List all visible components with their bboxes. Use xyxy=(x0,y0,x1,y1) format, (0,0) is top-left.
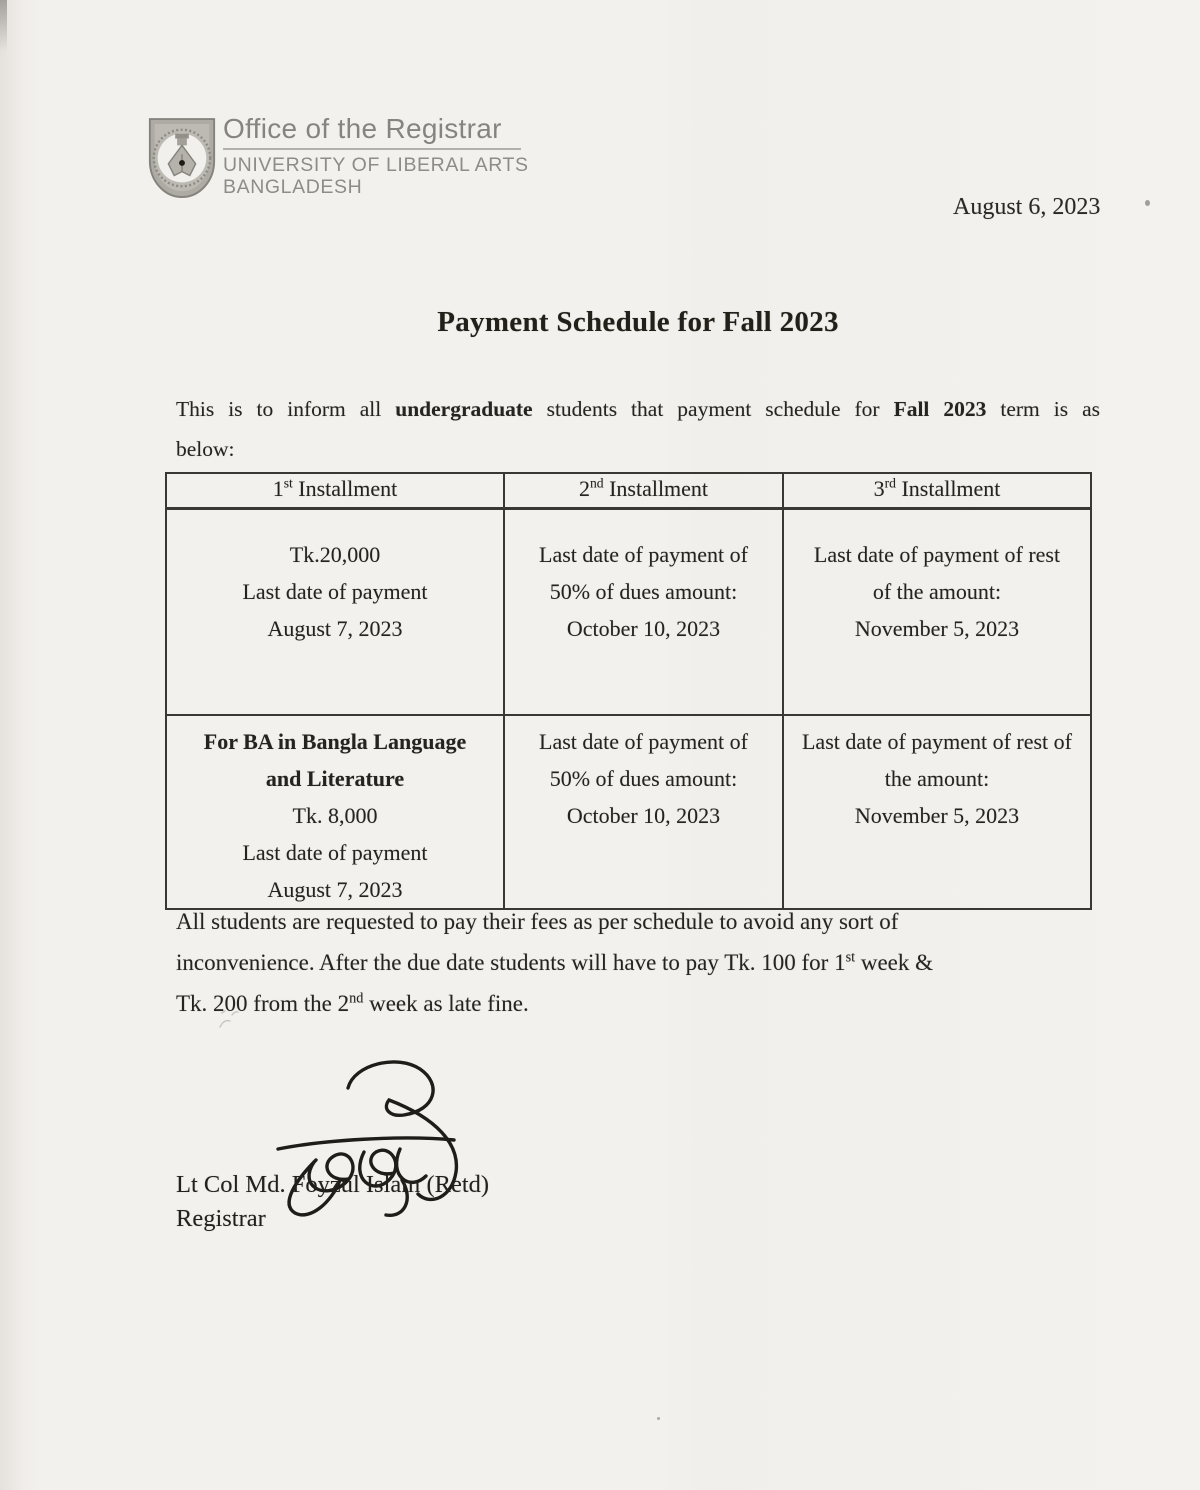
cell-installment1-bangla xyxy=(166,715,504,909)
closing-line3: Tk. 200 from the 2nd week as late fine. xyxy=(176,990,529,1016)
table-cell-line: November 5, 2023 xyxy=(854,803,1020,828)
table-row xyxy=(166,509,1091,716)
table-cell-line: August 7, 2023 xyxy=(267,616,403,641)
letterhead-office-name: Office of the Registrar xyxy=(223,113,502,144)
letterhead-university-line1: UNIVERSITY OF LIBERAL ARTS xyxy=(223,154,529,176)
table-cell-line: Last date of payment xyxy=(242,840,428,865)
intro-paragraph xyxy=(176,389,1100,469)
table-cell-line: Last date of payment of xyxy=(539,542,748,567)
table-header-row xyxy=(166,473,1091,509)
table-cell-line: Tk.20,000 xyxy=(289,542,381,567)
table-cell-line: Last date of payment of rest xyxy=(813,542,1061,567)
table-cell-line: October 10, 2023 xyxy=(566,803,721,828)
table-cell-line: Tk. 8,000 xyxy=(292,803,378,828)
signatory-name: Lt Col Md. Foyzul Islam (Retd) xyxy=(176,1171,490,1198)
table-cell-line: Last date of payment of xyxy=(539,729,748,754)
scan-speck xyxy=(1145,200,1150,206)
document-date: August 6, 2023 xyxy=(953,194,1101,220)
table-cell-line: the amount: xyxy=(884,766,990,791)
letterhead-divider xyxy=(223,148,521,150)
document-title: Payment Schedule for Fall 2023 xyxy=(437,306,839,338)
pencil-smudge-artifact xyxy=(212,1005,252,1035)
cell-installment3-general xyxy=(783,509,1091,716)
header-2nd-installment: 2nd Installment xyxy=(504,473,783,509)
cell-installment3-bangla xyxy=(783,715,1091,909)
signatory-designation: Registrar xyxy=(176,1205,266,1232)
table-cell-line: 50% of dues amount: xyxy=(549,766,738,791)
ulab-crest-icon xyxy=(145,117,219,201)
header-3rd-installment: 3rd Installment xyxy=(783,473,1091,509)
table-cell-line: of the amount: xyxy=(872,579,1002,604)
scan-corner-artifact xyxy=(0,0,7,52)
closing-line2: inconvenience. After the due date students will have to pay Tk. 100 for 1st week & xyxy=(176,949,934,975)
table-cell-line: For BA in Bangla Language xyxy=(203,729,467,754)
header-1st-installment: 1st Installment xyxy=(166,473,504,509)
payment-schedule-table xyxy=(165,472,1092,910)
intro-bold-undergraduate: undergraduate xyxy=(395,397,533,421)
cell-installment2-bangla xyxy=(504,715,783,909)
cell-installment1-general xyxy=(166,509,504,716)
table-cell-line: and Literature xyxy=(265,766,405,791)
table-cell-line: August 7, 2023 xyxy=(267,877,403,902)
scan-speck xyxy=(657,1417,660,1420)
table-cell-line: Last date of payment xyxy=(242,579,428,604)
signature-block xyxy=(176,1168,489,1236)
table-cell-line: 50% of dues amount: xyxy=(549,579,738,604)
intro-bold-fall2023: Fall 2023 xyxy=(893,397,987,421)
cell-installment2-general xyxy=(504,509,783,716)
table-cell-line: October 10, 2023 xyxy=(566,616,721,641)
closing-paragraph xyxy=(176,901,933,1024)
letterhead xyxy=(223,113,529,198)
intro-line1: This is to inform all undergraduate students that payment schedule for Fall 2023 term is as xyxy=(176,397,1100,421)
closing-line1: All students are requested to pay their fees as per schedule to avoid any sort of xyxy=(176,909,899,934)
table-cell-line: November 5, 2023 xyxy=(854,616,1020,641)
letterhead-university-line2: BANGLADESH xyxy=(223,176,363,198)
table-row xyxy=(166,715,1091,909)
table-cell-line: Last date of payment of rest of xyxy=(801,729,1072,754)
intro-line2: below: xyxy=(176,437,235,461)
